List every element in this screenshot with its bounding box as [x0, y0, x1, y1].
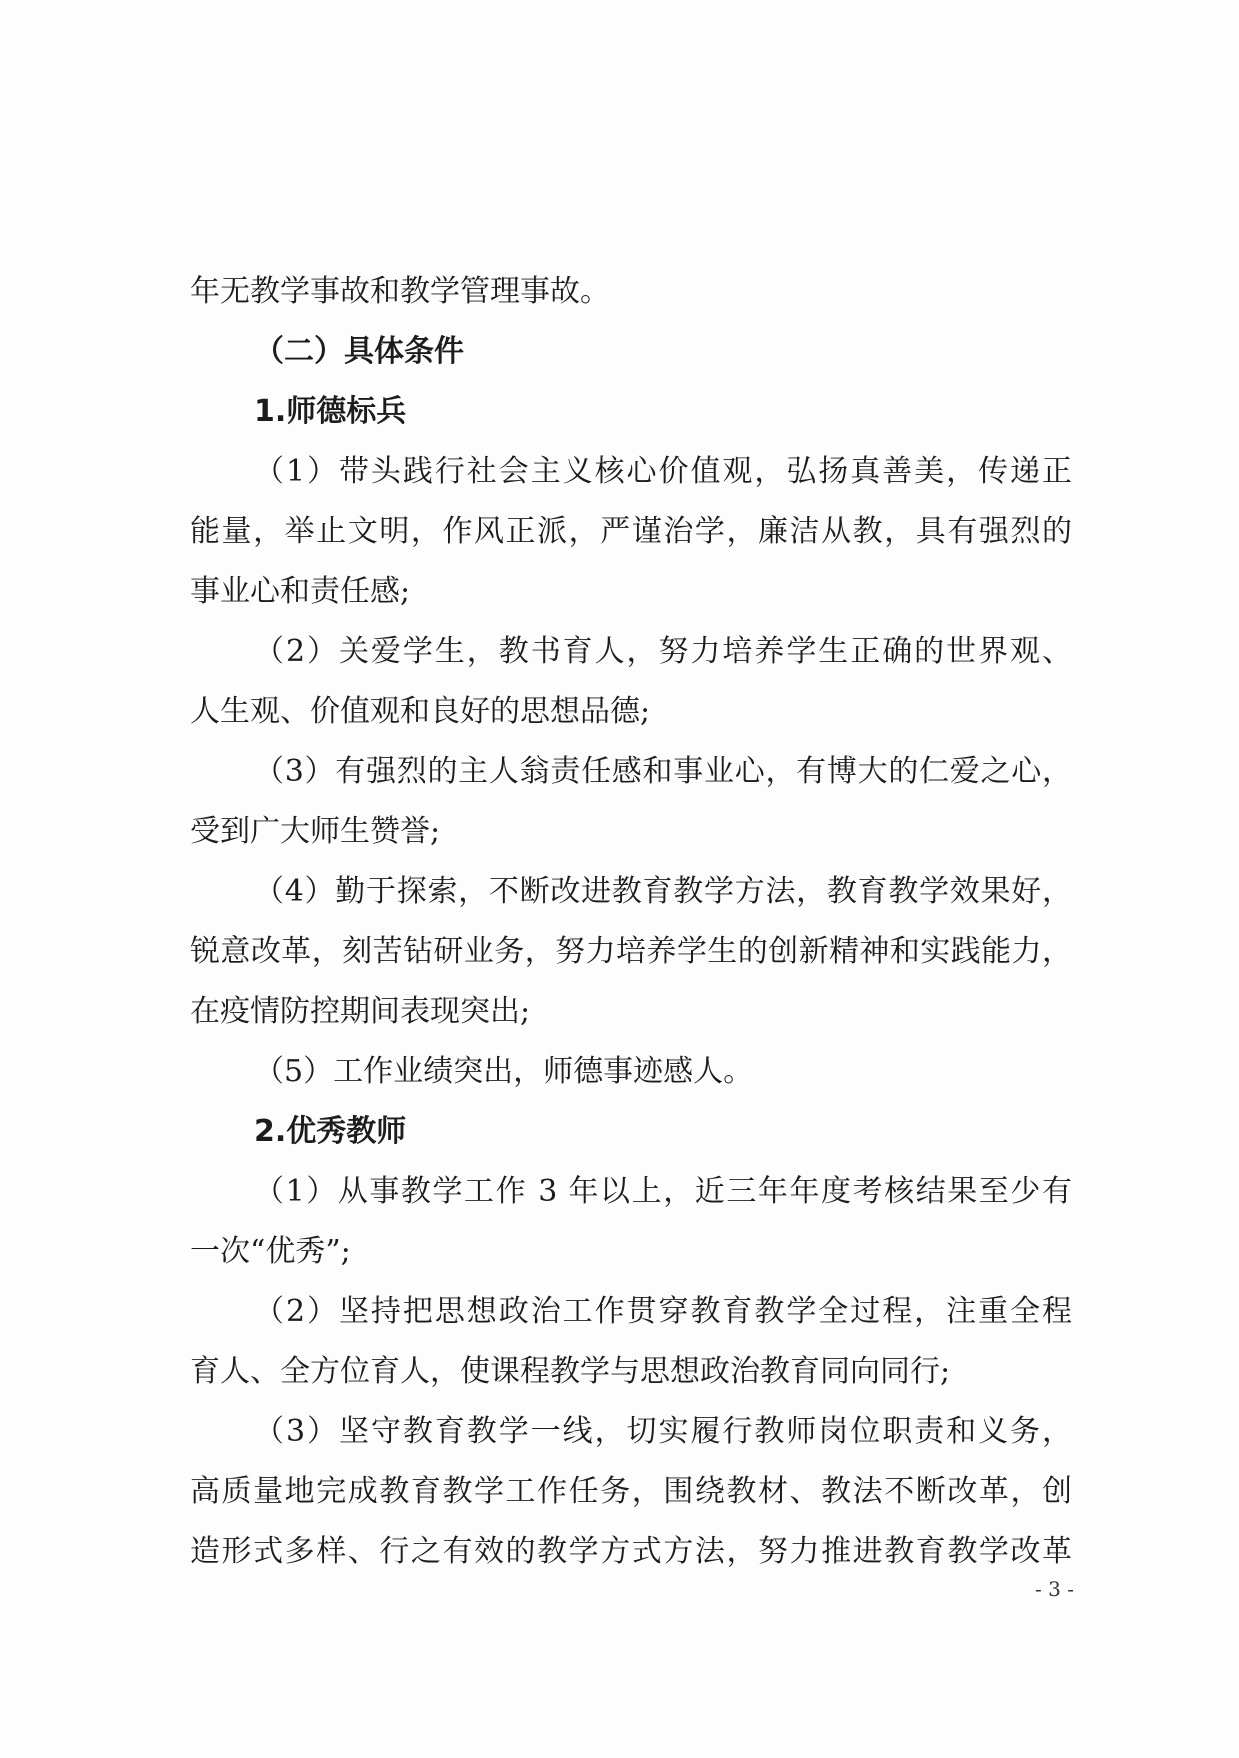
subsection-heading-excellent-teacher: 2.优秀教师 [254, 1114, 407, 1149]
text-line: 在疫情防控期间表现突出; [190, 994, 531, 1029]
text-line: （3）有强烈的主人翁责任感和事业心，有博大的仁爱之心， [254, 754, 1072, 789]
text-line: 年无教学事故和教学管理事故。 [190, 274, 610, 309]
text-line: 事业心和责任感; [190, 574, 411, 609]
subsection-heading-teacher-ethics: 1.师德标兵 [254, 394, 407, 429]
text-line: （2）关爱学生，教书育人，努力培养学生正确的世界观、 [254, 634, 1072, 669]
page-number: - 3 - [1035, 1577, 1074, 1601]
text-line: 高质量地完成教育教学工作任务，围绕教材、教法不断改革，创 [190, 1474, 1072, 1509]
text-line: 造形式多样、行之有效的教学方式方法，努力推进教育教学改革 [190, 1534, 1072, 1569]
text-line: （3）坚守教育教学一线，切实履行教师岗位职责和义务， [254, 1414, 1072, 1449]
text-line: （5）工作业绩突出，师德事迹感人。 [254, 1054, 754, 1089]
text-line: 锐意改革，刻苦钻研业务，努力培养学生的创新精神和实践能力， [190, 934, 1072, 969]
document-body [190, 262, 1072, 1582]
text-line: （1）带头践行社会主义核心价值观，弘扬真善美，传递正 [254, 454, 1072, 489]
text-line: 一次“优秀”; [190, 1234, 351, 1269]
section-heading: （二）具体条件 [254, 334, 464, 369]
text-line: （4）勤于探索，不断改进教育教学方法，教育教学效果好， [254, 874, 1072, 909]
text-line: 人生观、价值观和良好的思想品德; [190, 694, 651, 729]
text-line: 能量，举止文明，作风正派，严谨治学，廉洁从教，具有强烈的 [190, 514, 1072, 549]
text-line: 受到广大师生赞誉; [190, 814, 441, 849]
text-line: （2）坚持把思想政治工作贯穿教育教学全过程，注重全程 [254, 1294, 1072, 1329]
text-line: 育人、全方位育人，使课程教学与思想政治教育同向同行; [190, 1354, 951, 1389]
text-line: （1）从事教学工作 3 年以上，近三年年度考核结果至少有 [254, 1174, 1072, 1209]
